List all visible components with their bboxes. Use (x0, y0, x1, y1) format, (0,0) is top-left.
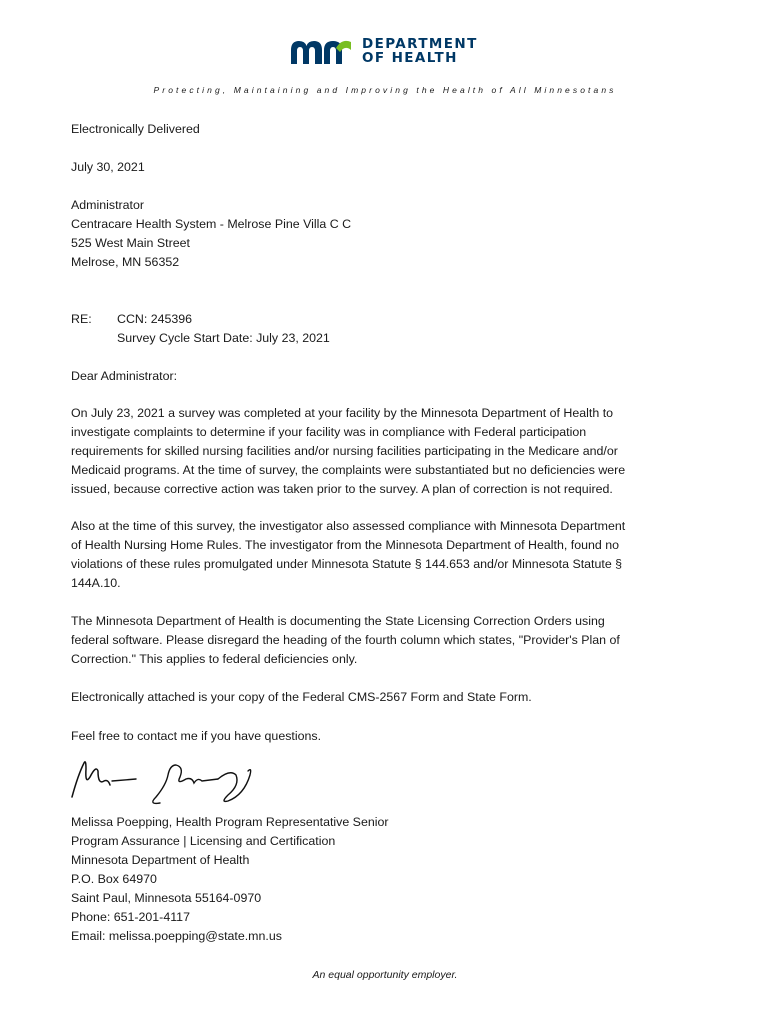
survey-date-line: Survey Cycle Start Date: July 23, 2021 (117, 331, 330, 345)
tagline: Protecting, Maintaining and Improving the Health of All Minnesotans (153, 85, 617, 95)
mdh-logo (288, 34, 478, 68)
footer-equal-opportunity: An equal opportunity employer. (312, 969, 458, 981)
paragraph-line: investigate complaints to determine if your facility was in compliance with Federal participation (71, 425, 587, 439)
paragraph-software (71, 612, 711, 669)
mn-logo-mark-icon (288, 36, 354, 66)
sender-block (71, 813, 711, 946)
sender-name-title: Melissa Poepping, Health Program Representative Senior (71, 815, 389, 829)
paragraph-line: federal software. Please disregard the heading of the fourth column which states, "Provider's Plan of (71, 633, 620, 647)
paragraph-line: requirements for skilled nursing facilities and/or nursing facilities participating in the Medicare and/or (71, 444, 618, 458)
paragraph-survey (71, 404, 711, 499)
logo-wordmark (362, 37, 478, 65)
recipient-line: Administrator (71, 198, 144, 212)
recipient-line: Centracare Health System - Melrose Pine Villa C C (71, 217, 352, 231)
sender-department: Minnesota Department of Health (71, 853, 250, 867)
paragraph-line: Correction." This applies to federal deficiencies only. (71, 652, 358, 666)
paragraph-line: of Health Nursing Home Rules. The investigator from the Minnesota Department of Health, found no (71, 538, 619, 552)
sender-po-box: P.O. Box 64970 (71, 872, 157, 886)
paragraph-line: Also at the time of this survey, the investigator also assessed compliance with Minnesota Department (71, 519, 626, 533)
ccn-line: CCN: 245396 (117, 312, 193, 326)
paragraph-line: 144A.10. (71, 576, 121, 590)
recipient-line: Melrose, MN 56352 (71, 255, 180, 269)
paragraph-attachment (71, 688, 711, 707)
recipient-line: 525 West Main Street (71, 236, 190, 250)
paragraph-contact (71, 727, 711, 746)
sender-phone: Phone: 651-201-4117 (71, 910, 190, 924)
logo-line-2: OF HEALTH (362, 50, 458, 66)
paragraph-line: On July 23, 2021 a survey was completed at your facility by the Minnesota Department of Health to (71, 406, 614, 420)
re-block (117, 310, 330, 348)
sender-city: Saint Paul, Minnesota 55164-0970 (71, 891, 262, 905)
sender-email: Email: melissa.poepping@state.mn.us (71, 929, 282, 943)
logo-line-1: DEPARTMENT (362, 36, 478, 52)
paragraph-line: Electronically attached is your copy of the Federal CMS-2567 Form and State Form. (71, 690, 532, 704)
paragraph-line: issued, because corrective action was taken prior to the survey. A plan of correction is not required. (71, 482, 613, 496)
salutation: Dear Administrator: (71, 369, 178, 383)
re-label: RE: (71, 312, 92, 326)
paragraph-line: Feel free to contact me if you have questions. (71, 729, 322, 743)
handwritten-signature (68, 755, 268, 812)
letter-date: July 30, 2021 (71, 160, 145, 174)
paragraph-state-rules (71, 517, 711, 593)
paragraph-line: The Minnesota Department of Health is documenting the State Licensing Correction Orders using (71, 614, 605, 628)
paragraph-line: Medicaid programs. At the time of survey, the complaints were substantiated but no deficiencies were (71, 463, 626, 477)
delivery-method: Electronically Delivered (71, 122, 200, 136)
recipient-address (71, 196, 711, 272)
sender-division: Program Assurance | Licensing and Certification (71, 834, 336, 848)
paragraph-line: violations of these rules promulgated under Minnesota Statute § 144.653 and/or Minnesota Statute § (71, 557, 623, 571)
